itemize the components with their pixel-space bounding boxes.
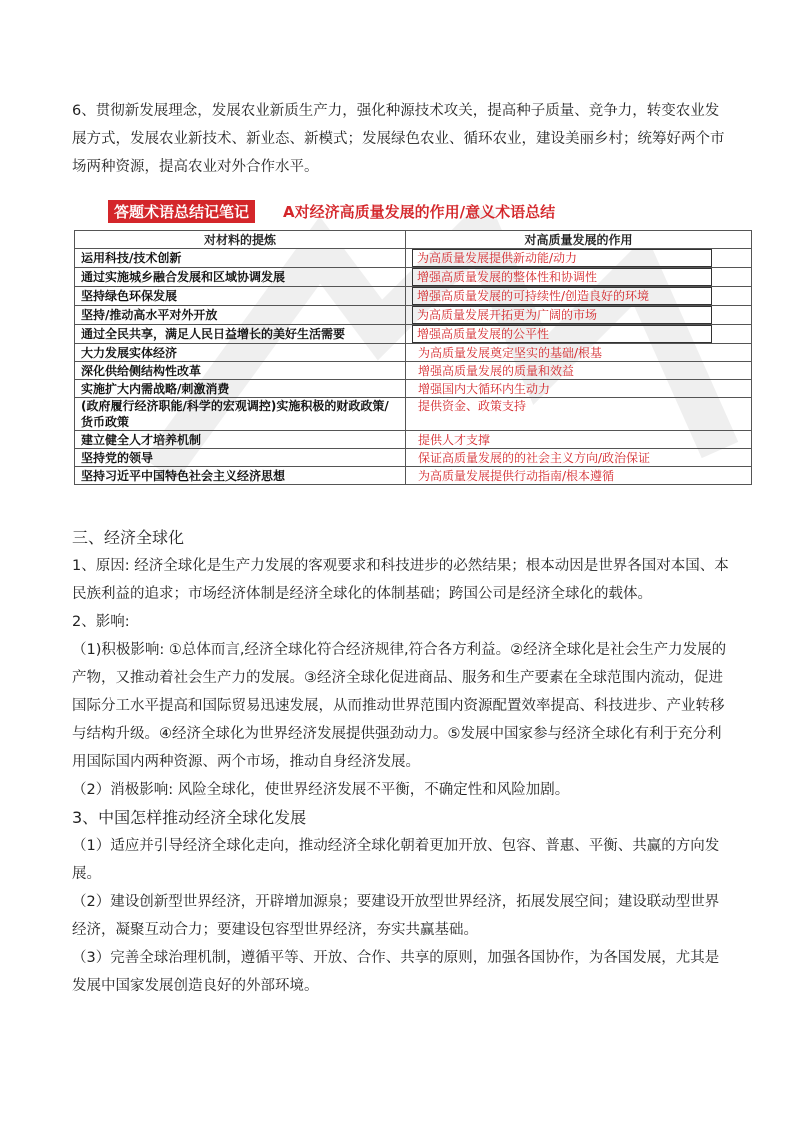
table-row: [75, 362, 752, 380]
china-promotion-heading: 3、中国怎样推动经济全球化发展: [72, 808, 307, 827]
row-effect: 为高质量发展提供新动能/动力: [412, 249, 712, 267]
row-effect: 保证高质量发展的的社会主义方向/政治保证: [418, 450, 651, 465]
row-material: 坚持绿色环保发展: [75, 287, 406, 306]
row-material: 实施扩大内需战略/刺激消费: [75, 380, 406, 398]
table-row: [75, 344, 752, 362]
row-material: 深化供给侧结构性改革: [75, 362, 406, 380]
row-material: 通过实施城乡融合发展和区域协调发展: [75, 268, 406, 287]
measure-3-paragraph: （3）完善全球治理机制，遵循平等、开放、合作、共享的原则，加强各国协作，为各国发展，尤其是发展中国家发展创造良好的外部环境。: [72, 950, 720, 994]
row-material: (政府履行经济职能/科学的宏观调控)实施积极的财政政策/货币政策: [75, 398, 406, 431]
row-effect: 提供人才支撑: [418, 432, 491, 447]
table-row: [75, 398, 752, 431]
terms-table: [74, 230, 752, 485]
table-row: [75, 467, 752, 485]
measure-1-paragraph: （1）适应并引导经济全球化走向，推动经济全球化朝着更加开放、包容、普惠、平衡、共赢的方向发展。: [72, 838, 720, 882]
figure-title: A对经济高质量发展的作用/意义术语总结: [283, 202, 556, 221]
section-title: 三、经济全球化: [72, 528, 185, 547]
table-row: [75, 249, 752, 268]
table-row: [75, 268, 752, 287]
figure-header: [74, 198, 754, 224]
table-row: [75, 287, 752, 306]
row-material: 运用科技/技术创新: [75, 249, 406, 268]
row-effect: 提供资金、政策支持: [418, 399, 527, 413]
row-material: 建立健全人才培养机制: [75, 431, 406, 449]
row-material: 坚持党的领导: [75, 449, 406, 467]
row-material: 大力发展实体经济: [75, 344, 406, 362]
table-row: [75, 380, 752, 398]
row-effect: 为高质量发展提供行动指南/根本遵循: [418, 468, 615, 483]
paragraph-6-text: 6、贯彻新发展理念，发展农业新质生产力，强化种源技术攻关，提高种子质量、竞争力，转变农业发展方式，发展农业新技术、新业态、新模式；发展绿色农业、循环农业，建设美丽乡村；统筹好两个市场两种资源，提高农业对外合作水平。: [72, 103, 725, 175]
row-effect: 增强高质量发展的公平性: [412, 325, 712, 343]
terms-summary-figure: [74, 198, 754, 496]
row-effect: 增强高质量发展的可持续性/创造良好的环境: [412, 287, 712, 305]
measure-2-paragraph: （2）建设创新型世界经济，开辟增加源泉；要建设开放型世界经济，拓展发展空间；建设联动型世界经济，凝聚互动合力；要建设包容型世界经济，夯实共赢基础。: [72, 894, 720, 938]
table-row: [75, 449, 752, 467]
positive-impact-paragraph: （1)积极影响: ①总体而言,经济全球化符合经济规律,符合各方利益。②经济全球化是社会生产力发展的产物，又推动着社会生产力的发展。③经济全球化促进商品、服务和生产要素在全球范围内流动，促进国际分工水平提高和国际贸易迅速发展，从而推动世界范围内资源配置效率提高、科技进步、产业转移与结构升级。④经济全球化为世界经济发展提供强劲动力。⑤发展中国家参与经济全球化有利于充分利用国际国内两种资源、两个市场，推动自身经济发展。: [72, 642, 727, 770]
row-effect: 增强高质量发展的整体性和协调性: [412, 268, 712, 286]
table-row: [75, 306, 752, 325]
row-material: 坚持/推动高水平对外开放: [75, 306, 406, 325]
impact-heading: 2、影响:: [72, 614, 130, 630]
row-effect: 为高质量发展奠定坚实的基础/根基: [418, 345, 603, 360]
paragraph-6: [72, 97, 732, 181]
row-material: 坚持习近平中国特色社会主义经济思想: [75, 467, 406, 485]
row-effect: 增强国内大循环内生动力: [418, 381, 551, 396]
column-header-material: 对材料的提炼: [75, 231, 406, 249]
row-effect: 为高质量发展开拓更为广阔的市场: [412, 306, 712, 324]
column-header-effect: 对高质量发展的作用: [406, 231, 752, 249]
table-row: [75, 431, 752, 449]
row-material: 通过全民共享，满足人民日益增长的美好生活需要: [75, 325, 406, 344]
row-effect: 增强高质量发展的质量和效益: [418, 363, 575, 378]
table-row: [75, 325, 752, 344]
table-header-row: [75, 231, 752, 249]
figure-tag: 答题术语总结记笔记: [108, 200, 255, 223]
causes-paragraph: 1、原因: 经济全球化是生产力发展的客观要求和科技进步的必然结果；根本动因是世界各国对本国、本民族利益的追求；市场经济体制是经济全球化的体制基础；跨国公司是经济全球化的载体。: [72, 558, 729, 602]
negative-impact-paragraph: （2）消极影响: 风险全球化，使世界经济发展不平衡，不确定性和风险加剧。: [72, 782, 570, 798]
section-economic-globalization: [72, 524, 732, 1000]
